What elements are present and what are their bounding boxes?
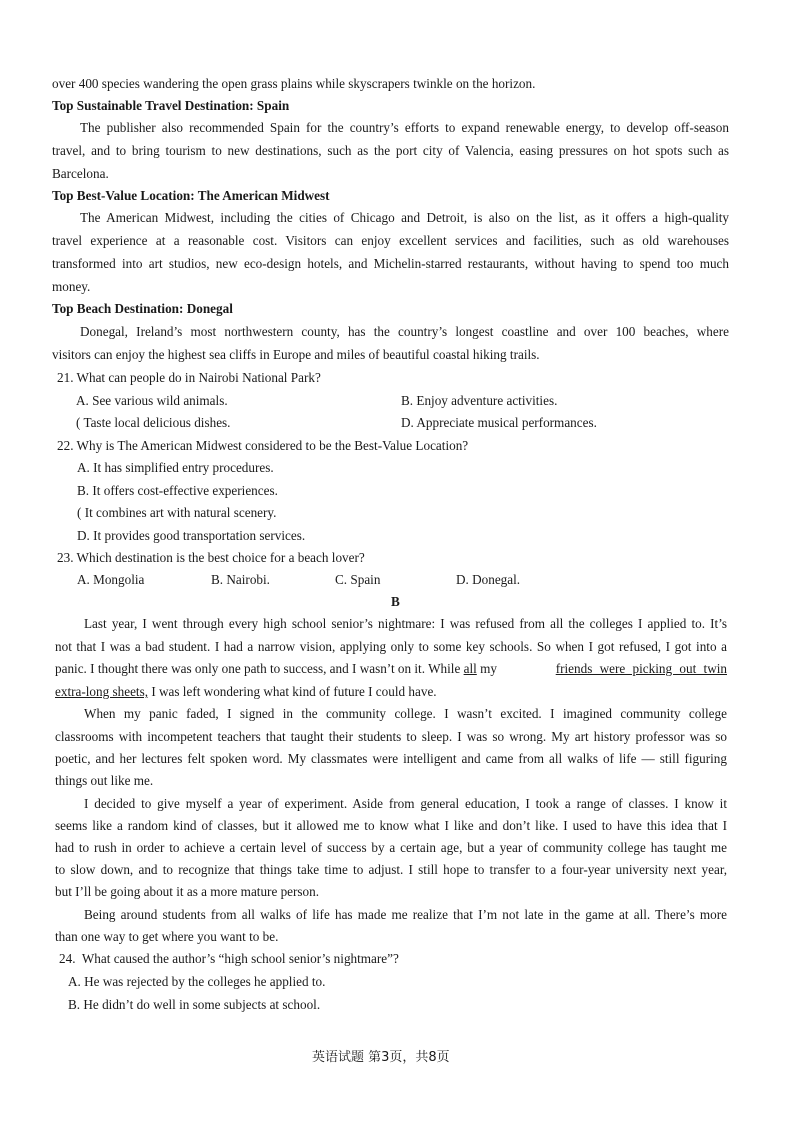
underlined-all: all xyxy=(463,661,477,676)
passage-b-p4-line-2: than one way to get where you want to be. xyxy=(55,929,279,944)
q23-option-c[interactable]: C. Spain xyxy=(335,572,381,587)
passage-b-p2-line-2: classrooms with incompetent teachers that taught their students to sleep. I was so wrong. My art history professor was so xyxy=(55,729,727,744)
question-22-stem: 22. Why is The American Midwest considered to be the Best-Value Location? xyxy=(57,438,469,453)
passage-b-p3-line-4: to slow down, and to recognize that things take time to adjust. I still hope to transfer to a four-year university next year, xyxy=(55,862,727,877)
question-21-stem: 21. What can people do in Nairobi National Park? xyxy=(57,370,321,385)
passage-b-p3-line-1: I decided to give myself a year of experiment. Aside from general education, I took a range of classes. I know it xyxy=(84,796,727,811)
passage-b-p1-line-4 xyxy=(55,683,437,701)
q21-option-b[interactable]: B. Enjoy adventure activities. xyxy=(401,393,558,408)
page-footer: 英语试题 第3页，共8页 xyxy=(312,1050,450,1065)
p1-line-3-text: panic. I thought there was only one path to success, and I wasn’t on it. While xyxy=(55,661,464,676)
q22-option-d[interactable]: D. It provides good transportation services. xyxy=(77,528,306,543)
midwest-line-3: transformed into art studios, new eco-design hotels, and Michelin-starred restaurants, without having to spend too much xyxy=(52,256,729,271)
p1-line-4-text: I was left wondering what kind of future I could have. xyxy=(148,684,437,699)
midwest-line-2: travel experience at a reasonable cost. Visitors can enjoy excellent services and facilities, such as old warehouses xyxy=(52,233,729,248)
passage-b-letter: B xyxy=(391,594,400,609)
passage-b-p4-line-1: Being around students from all walks of life has made me realize that I’m not late in the game at all. There’s more xyxy=(84,907,727,922)
donegal-line-2: visitors can enjoy the highest sea cliffs in Europe and miles of beautiful coastal hiking trails. xyxy=(52,347,540,362)
question-24-stem: 24. What caused the author’s “high school senior’s nightmare”? xyxy=(59,951,399,966)
q22-option-c[interactable]: ( It combines art with natural scenery. xyxy=(77,505,277,520)
underlined-sheets: extra-long sheets, xyxy=(55,684,149,699)
q21-option-d[interactable]: D. Appreciate musical performances. xyxy=(401,415,597,430)
p1-line-3-my: my xyxy=(476,661,501,676)
q22-option-b[interactable]: B. It offers cost-effective experiences. xyxy=(77,483,278,498)
q23-option-d[interactable]: D. Donegal. xyxy=(456,572,521,587)
midwest-line-4: money. xyxy=(52,279,91,294)
q23-option-b[interactable]: B. Nairobi. xyxy=(211,572,270,587)
section-heading-donegal: Top Beach Destination: Donegal xyxy=(52,301,233,316)
q24-option-a[interactable]: A. He was rejected by the colleges he applied to. xyxy=(68,974,326,989)
spain-line-3: Barcelona. xyxy=(52,166,109,181)
midwest-line-1: The American Midwest, including the cities of Chicago and Detroit, is also on the list, as it offers a high-quality xyxy=(80,210,729,225)
passage-b-p3-line-3: had to rush in order to achieve a certain level of success by a certain age, but a year of community college has taught me xyxy=(55,840,727,855)
q23-option-a[interactable]: A. Mongolia xyxy=(77,572,145,587)
q22-option-a[interactable]: A. It has simplified entry procedures. xyxy=(77,460,274,475)
passage-b-p1-line-3 xyxy=(55,660,727,678)
passage-b-p1-line-2: not that I was a bad student. I had a narrow vision, applying only to some key schools. So when I got refused, I got into a xyxy=(55,639,727,654)
passage-b-p3-line-2: seems like a random kind of classes, but it allowed me to know what I like and don’t like. I used to have this idea that I xyxy=(55,818,727,833)
q21-option-c[interactable]: ( Taste local delicious dishes. xyxy=(76,415,231,430)
passage-a-intro-tail: over 400 species wandering the open grass plains while skyscrapers twinkle on the horizon. xyxy=(52,76,536,91)
q21-option-a[interactable]: A. See various wild animals. xyxy=(76,393,228,408)
question-23-stem: 23. Which destination is the best choice for a beach lover? xyxy=(57,550,365,565)
spain-line-2: travel, and to bring tourism to new destinations, such as the port city of Valencia, easing pressures on hot spots such as xyxy=(52,143,729,158)
passage-b-p1-line-1: Last year, I went through every high school senior’s nightmare: I was refused from all the colleges I applied to. It’s xyxy=(84,616,727,631)
section-heading-spain: Top Sustainable Travel Destination: Spain xyxy=(52,98,290,113)
passage-b-p3-line-5: but I’ll be going about it as a more mature person. xyxy=(55,884,320,899)
passage-b-p2-line-4: things out like me. xyxy=(55,773,154,788)
passage-b-p2-line-3: poetic, and her lectures felt spoken word. My classmates were intelligent and came from all walks of life — still figuring xyxy=(55,751,727,766)
passage-b-p2-line-1: When my panic faded, I signed in the community college. I wasn’t excited. I imagined community college xyxy=(84,706,727,721)
section-heading-midwest: Top Best-Value Location: The American Midwest xyxy=(52,188,330,203)
q24-option-b[interactable]: B. He didn’t do well in some subjects at school. xyxy=(68,997,321,1012)
donegal-line-1: Donegal, Ireland’s most northwestern county, has the country’s longest coastline and over 100 beaches, where xyxy=(80,324,729,339)
spain-line-1: The publisher also recommended Spain for the country’s efforts to expand renewable energy, to develop off-season xyxy=(80,120,729,135)
underlined-friends-phrase: friends were picking out twin xyxy=(555,661,727,676)
